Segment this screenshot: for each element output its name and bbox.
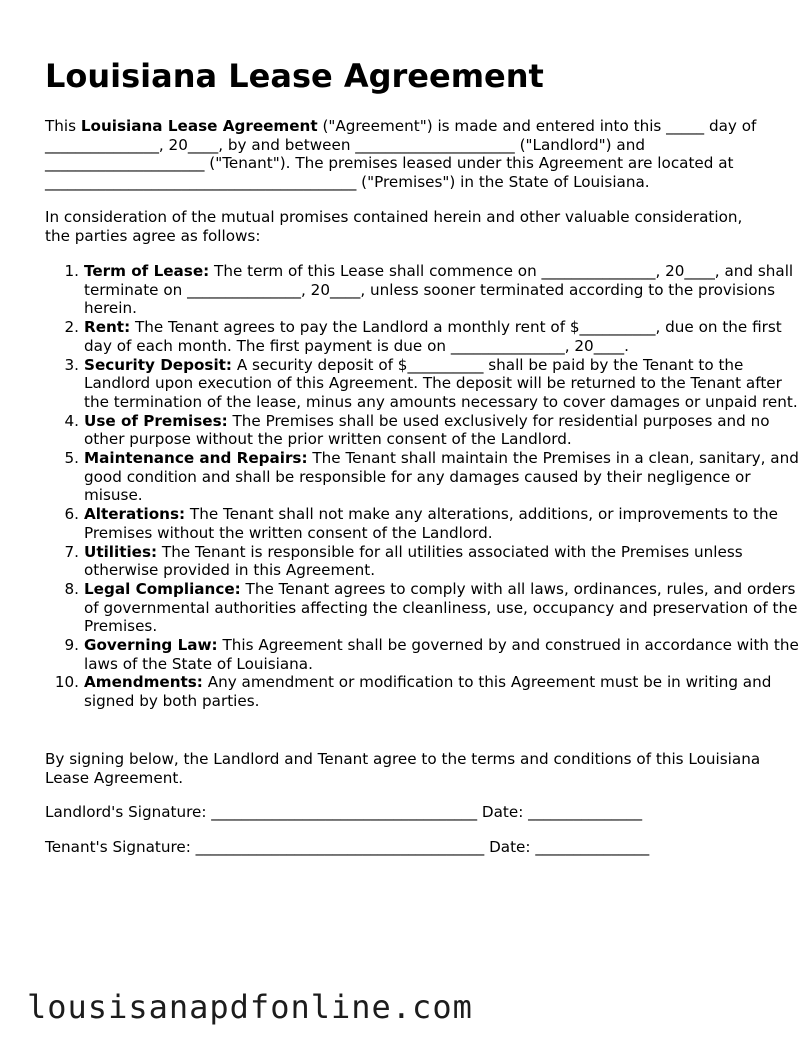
term-item [64,318,809,355]
term-item [64,579,809,636]
term-number: 5. [64,449,79,468]
term-text: The Tenant agrees to comply with all laws, ordinances, rules, and orders of governmental authorities affecting the cleanliness, use, occupancy and preservation of the Premises. [84,579,798,636]
site-watermark: lousisanapdfonline.com [27,988,473,1026]
term-item [54,673,809,711]
terms-list [45,262,809,711]
term-heading: Term of Lease: [84,262,210,280]
term-item [64,355,809,412]
term-text: The Tenant is responsible for all utilities associated with the Premises unless otherwise provided in this Agreement. [84,542,743,580]
term-number: 8. [64,579,79,598]
term-heading: Maintenance and Repairs: [84,449,308,468]
term-heading: Governing Law: [84,636,218,655]
term-number: 1. [64,262,79,280]
term-text: The Tenant shall maintain the Premises in a clean, sanitary, and good condition and shall be responsible for any damages caused by their negligence or misuse. [84,449,799,505]
page-title: Louisiana Lease Agreement [45,57,544,95]
term-text: A security deposit of $__________ shall be paid by the Tenant to the Landlord upon execution of this Agreement. The deposit will be returned to the Tenant after the termination of the lease, minus any amounts necessary to cover damages or unpaid rent. [84,355,798,411]
landlord-signature-line: Landlord's Signature: ___________________________________ Date: _______________ [45,803,643,821]
consideration-paragraph: In consideration of the mutual promises contained herein and other valuable consideration, the parties agree as follows: [45,208,743,245]
term-text: The Premises shall be used exclusively for residential purposes and no other purpose without the prior written consent of the Landlord. [84,411,770,449]
term-text: This Agreement shall be governed by and construed in accordance with the laws of the State of Louisiana. [84,636,799,673]
term-heading: Alterations: [84,505,186,524]
intro-text-lead: This [45,117,81,135]
term-text: The term of this Lease shall commence on _______________, 20____, and shall terminate on _______________, 20____, unless sooner terminated according to the provisions herein. [84,262,794,318]
term-item [64,449,809,505]
tenant-signature-line: Tenant's Signature: ______________________________________ Date: _______________ [45,838,650,856]
term-number: 3. [64,355,79,374]
term-item [64,636,809,673]
term-heading: Security Deposit: [84,355,232,374]
term-item [64,542,809,580]
intro-paragraph [45,117,770,192]
closing-paragraph: By signing below, the Landlord and Tenant agree to the terms and conditions of this Louisiana Lease Agreement. [45,750,761,787]
term-item [64,411,809,449]
term-text: Any amendment or modification to this Agreement must be in writing and signed by both parties. [84,673,772,711]
term-number: 4. [64,411,79,430]
term-heading: Utilities: [84,542,158,561]
term-number: 10. [54,673,79,692]
term-number: 7. [64,542,79,561]
term-heading: Legal Compliance: [84,579,241,598]
term-item [64,262,809,318]
term-heading: Rent: [84,318,131,337]
term-heading: Use of Premises: [84,411,228,430]
term-number: 2. [64,318,79,337]
term-number: 9. [64,636,79,655]
term-text: The Tenant shall not make any alterations, additions, or improvements to the Premises without the written consent of the Landlord. [84,505,778,542]
term-heading: Amendments: [84,673,203,692]
term-number: 6. [64,505,79,524]
term-item [64,505,809,542]
intro-text-body: ("Agreement") is made and entered into this _____ day of _______________, 20____, by and between _____________________ ("Landlord") and _____________________ ("Tenant"). The premises leased under this Agreement are located at _________________________________________ ("Premises") in the State of Louisiana. [45,117,757,192]
term-text: The Tenant agrees to pay the Landlord a monthly rent of $__________, due on the first day of each month. The first payment is due on _______________, 20____. [84,318,782,355]
intro-bold-title: Louisiana Lease Agreement [80,117,318,135]
